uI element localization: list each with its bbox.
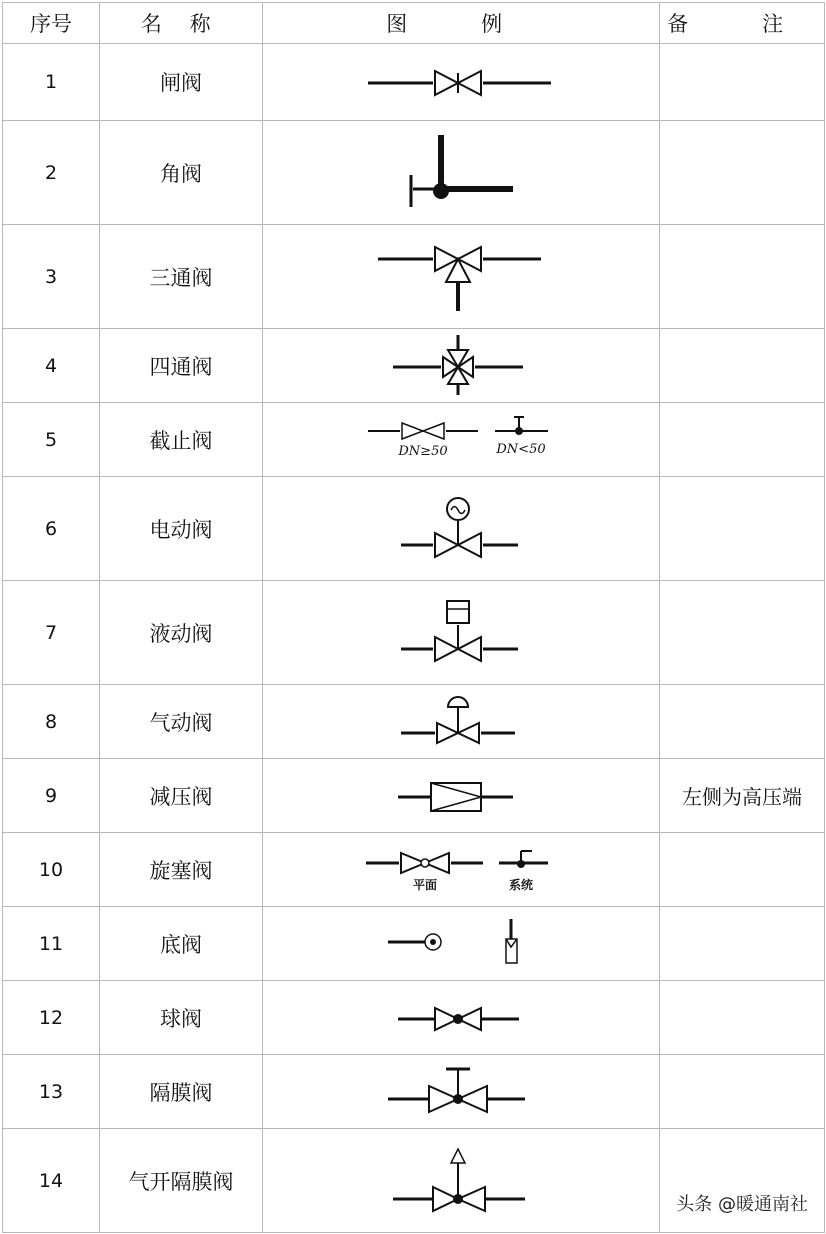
valve-symbol-table (2, 2, 825, 1233)
row-number: 14 (3, 1129, 100, 1233)
row-number: 13 (3, 1055, 100, 1129)
table-row (3, 685, 825, 759)
valve-figure (263, 44, 660, 121)
foot-valve-icon (263, 909, 659, 979)
valve-name: 闸阀 (100, 44, 263, 121)
valve-name: 球阀 (100, 981, 263, 1055)
table-row (3, 225, 825, 329)
row-number: 10 (3, 833, 100, 907)
row-number: 3 (3, 225, 100, 329)
globe-valve-icon (263, 405, 659, 475)
table-row (3, 1129, 825, 1233)
row-number: 1 (3, 44, 100, 121)
valve-figure (263, 759, 660, 833)
note (660, 833, 825, 907)
pneumatic-valve-icon (263, 687, 659, 757)
valve-figure (263, 225, 660, 329)
note (660, 685, 825, 759)
ball-valve-icon (263, 983, 659, 1053)
valve-name: 角阀 (100, 121, 263, 225)
note (660, 403, 825, 477)
note (660, 44, 825, 121)
note (660, 1129, 825, 1233)
valve-figure (263, 329, 660, 403)
valve-figure (263, 981, 660, 1055)
table-row (3, 1055, 825, 1129)
row-number: 6 (3, 477, 100, 581)
note (660, 981, 825, 1055)
valve-name: 四通阀 (100, 329, 263, 403)
table-header-row (3, 3, 825, 44)
figure-label-dn-lt-50: DN<50 (496, 441, 546, 457)
table-row (3, 329, 825, 403)
row-number: 9 (3, 759, 100, 833)
three-way-valve-icon (263, 227, 659, 327)
air-open-diaphragm-valve-icon (263, 1131, 659, 1231)
note (660, 907, 825, 981)
note (660, 121, 825, 225)
valve-figure (263, 477, 660, 581)
table-row (3, 833, 825, 907)
four-way-valve-icon (263, 331, 659, 401)
note (660, 225, 825, 329)
header-name: 名 称 (100, 3, 263, 44)
row-number: 8 (3, 685, 100, 759)
valve-figure (263, 581, 660, 685)
hydraulic-valve-icon (263, 583, 659, 683)
table-row (3, 403, 825, 477)
valve-name: 气动阀 (100, 685, 263, 759)
table-row (3, 981, 825, 1055)
row-number: 12 (3, 981, 100, 1055)
note (660, 1055, 825, 1129)
valve-figure (263, 685, 660, 759)
figure-label-system: 系统 (508, 877, 534, 892)
diaphragm-valve-icon (263, 1057, 659, 1127)
table-row (3, 759, 825, 833)
valve-name: 减压阀 (100, 759, 263, 833)
watermark: 头条 @暖通南社 (676, 1194, 808, 1215)
valve-name: 隔膜阀 (100, 1055, 263, 1129)
valve-name: 三通阀 (100, 225, 263, 329)
valve-name: 底阀 (100, 907, 263, 981)
electric-valve-icon (263, 479, 659, 579)
header-note: 备 注 (660, 3, 825, 44)
row-number: 7 (3, 581, 100, 685)
note: 左侧为高压端 (660, 759, 825, 833)
table-row (3, 121, 825, 225)
valve-name: 旋塞阀 (100, 833, 263, 907)
valve-name: 液动阀 (100, 581, 263, 685)
row-number: 2 (3, 121, 100, 225)
angle-valve-icon (263, 123, 659, 223)
header-no: 序号 (3, 3, 100, 44)
row-number: 5 (3, 403, 100, 477)
table-row (3, 907, 825, 981)
table-row (3, 477, 825, 581)
note (660, 329, 825, 403)
valve-name: 气开隔膜阀 (100, 1129, 263, 1233)
row-number: 11 (3, 907, 100, 981)
table-row (3, 44, 825, 121)
valve-figure (263, 121, 660, 225)
figure-label-plan: 平面 (412, 877, 438, 892)
valve-figure (263, 1129, 660, 1233)
valve-figure (263, 1055, 660, 1129)
row-number: 4 (3, 329, 100, 403)
valve-figure (263, 907, 660, 981)
note (660, 581, 825, 685)
pressure-reducing-valve-icon (263, 761, 659, 831)
table-row (3, 581, 825, 685)
gate-valve-icon (263, 47, 659, 117)
plug-valve-icon (263, 835, 659, 905)
valve-figure (263, 403, 660, 477)
figure-label-dn-ge-50: DN≥50 (398, 443, 448, 459)
valve-name: 电动阀 (100, 477, 263, 581)
header-figure: 图 例 (263, 3, 660, 44)
note (660, 477, 825, 581)
valve-figure (263, 833, 660, 907)
valve-name: 截止阀 (100, 403, 263, 477)
